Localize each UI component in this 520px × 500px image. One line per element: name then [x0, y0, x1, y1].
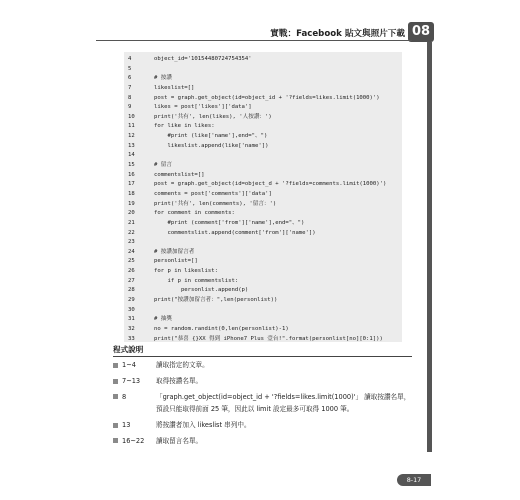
line-number: 26 [128, 268, 135, 275]
line-number: 31 [128, 316, 135, 323]
code-line [128, 325, 386, 335]
code-text: print("按讚加留言者：",len(personlist)) [154, 297, 278, 304]
code-text: print('共有', len(likes), '人按讚：') [154, 113, 272, 120]
code-line [128, 209, 386, 219]
line-number: 13 [128, 142, 135, 149]
line-number: 22 [128, 229, 135, 236]
code-text: personlist=[] [154, 258, 198, 265]
line-number: 21 [128, 219, 135, 226]
code-text: likeslist.append(like['name']) [154, 142, 269, 149]
code-line [128, 55, 386, 65]
explanation-list [113, 359, 413, 450]
header-title: 實戰：Facebook 貼文與照片下載 [270, 29, 405, 39]
line-description: 將按讚者加入 likeslist 串列中。 [156, 420, 251, 429]
code-line [128, 267, 386, 277]
line-number: 33 [128, 335, 135, 342]
line-number: 28 [128, 287, 135, 294]
code-line [128, 151, 386, 161]
code-line [128, 219, 386, 229]
code-line [128, 296, 386, 306]
line-description: 讀取指定的文章。 [156, 361, 209, 369]
explanation-item [113, 359, 413, 372]
code-line [128, 84, 386, 94]
code-text: no = random.randint(0,len(personlist)-1) [154, 325, 289, 332]
code-text: likeslist=[] [154, 84, 195, 91]
line-description: 讀取留言名單。 [156, 436, 203, 445]
code-line [128, 180, 386, 190]
code-text: # 抽獎 [154, 316, 172, 323]
code-text: personlist.append(p) [154, 287, 249, 294]
line-number: 23 [128, 239, 135, 246]
code-line [128, 229, 386, 239]
page-number: 8-17 [397, 474, 431, 486]
line-number: 25 [128, 258, 135, 265]
line-number: 32 [128, 325, 135, 332]
code-line [128, 161, 386, 171]
code-line [128, 286, 386, 296]
code-text: # 留言 [154, 162, 172, 169]
code-text: comments = post['comments']['data'] [154, 190, 272, 197]
line-reference: 16~22 [122, 436, 145, 445]
code-text: print('共有', len(comments), '留言：') [154, 200, 277, 207]
code-line [128, 335, 386, 345]
line-number: 8 [128, 94, 132, 101]
code-text: print("恭喜 {}XX 得到 iPhone7 Plus 壹台!".format(personlist[no][0:1])) [154, 335, 383, 342]
line-number: 9 [128, 104, 132, 111]
line-number: 15 [128, 162, 135, 169]
code-text: #print (like['name'],end="、") [154, 133, 268, 140]
line-number: 24 [128, 248, 135, 255]
code-line [128, 238, 386, 248]
code-text: for comment in comments: [154, 210, 235, 217]
line-number: 14 [128, 152, 135, 159]
code-text: commentslist.append(comment['from']['name']) [154, 229, 316, 236]
code-text: for p in likeslist: [154, 268, 218, 275]
code-text: #print (comment['from']['name'],end="、") [154, 219, 305, 226]
code-line [128, 65, 386, 75]
square-bullet-icon [113, 438, 118, 443]
line-number: 6 [128, 75, 132, 82]
square-bullet-icon [113, 379, 118, 384]
code-line [128, 132, 386, 142]
explanation-item [113, 391, 413, 416]
line-number: 7 [128, 84, 132, 91]
explanation-item [113, 435, 413, 448]
line-number: 30 [128, 306, 135, 313]
line-number: 29 [128, 297, 135, 304]
chapter-badge: 08 [408, 22, 434, 42]
line-number: 11 [128, 123, 135, 130]
code-text: likes = post['likes']['data'] [154, 104, 252, 111]
line-number: 18 [128, 190, 135, 197]
code-line [128, 142, 386, 152]
code-line [128, 74, 386, 84]
square-bullet-icon [113, 363, 118, 368]
line-number: 10 [128, 113, 135, 120]
code-text: commentslist=[] [154, 171, 205, 178]
code-line [128, 171, 386, 181]
chapter-side-tab [427, 42, 432, 452]
code-line [128, 113, 386, 123]
line-number: 20 [128, 210, 135, 217]
code-text: if p in commentslist: [154, 277, 239, 284]
code-line [128, 190, 386, 200]
line-number: 12 [128, 133, 135, 140]
code-line [128, 248, 386, 258]
line-description: 「graph.get_object(id=object_id + '?fields=likes.limit(1000)'」 讀取按讚名單，預設只能取得前面 25 筆，因此以 limit 設定最多可取得 1000 筆。 [156, 392, 411, 414]
line-reference: 7~13 [122, 376, 141, 385]
code-text: post = graph.get_object(id=object_d + '?fields=comments.limit(1000)') [154, 181, 387, 188]
code-line [128, 94, 386, 104]
line-number: 27 [128, 277, 135, 284]
code-line [128, 200, 386, 210]
code-lines [128, 55, 386, 344]
header-rule [96, 40, 412, 41]
line-description: 取得按讚名單。 [156, 376, 203, 385]
square-bullet-icon [113, 423, 118, 428]
line-reference: 8 [122, 392, 127, 401]
line-number: 5 [128, 65, 132, 72]
code-text: object_id='10154480724754354' [154, 56, 252, 62]
line-reference: 13 [122, 420, 131, 429]
code-line [128, 315, 386, 325]
explanation-item [113, 375, 413, 388]
code-line [128, 277, 386, 287]
section-title: 程式說明 [113, 345, 144, 354]
code-text: post = graph.get_object(id=object_id + '?fields=likes.limit(1000)') [154, 94, 380, 101]
code-text: # 按讚加留言者 [154, 248, 195, 255]
line-reference: 1~4 [122, 361, 136, 369]
section-rule [113, 356, 412, 357]
explanation-item [113, 419, 413, 432]
code-line [128, 257, 386, 267]
square-bullet-icon [113, 394, 118, 399]
code-line [128, 122, 386, 132]
code-text: for like in likes: [154, 123, 215, 130]
code-text: # 按讚 [154, 75, 172, 82]
code-line [128, 103, 386, 113]
line-number: 17 [128, 181, 135, 188]
line-number: 16 [128, 171, 135, 178]
line-number: 19 [128, 200, 135, 207]
line-number: 4 [128, 56, 132, 62]
code-line [128, 306, 386, 316]
